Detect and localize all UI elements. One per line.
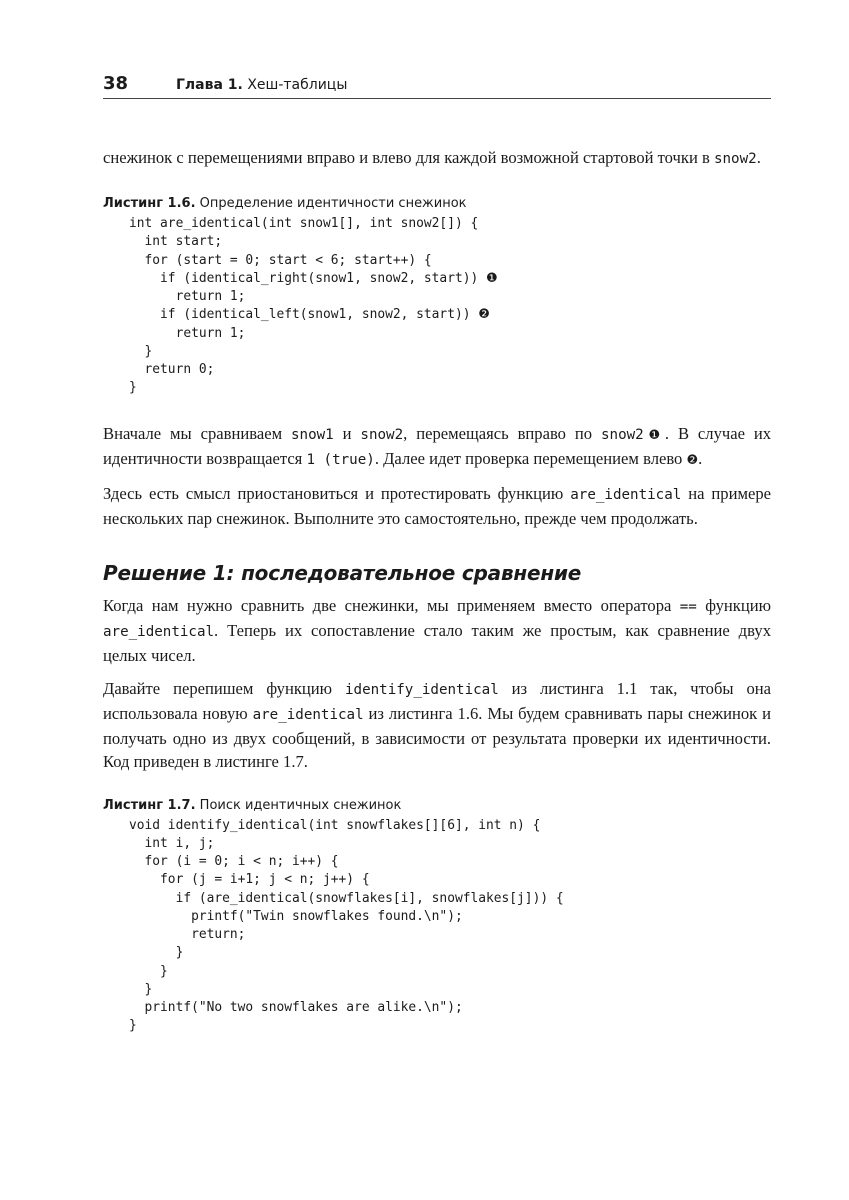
explanation-text-6: . bbox=[698, 448, 703, 468]
chapter-heading bbox=[176, 76, 347, 94]
listing-1-line: if (identical_right(snow1, snow2, start)) bbox=[129, 270, 479, 286]
test-text-2: на примере нескольких пар снежинок. Выполните это самостоятельно, прежде чем продолжать. bbox=[103, 483, 771, 528]
solution-2-text-1: Давайте перепишем функцию bbox=[103, 678, 345, 698]
listing-1-line: return 0; bbox=[129, 362, 215, 377]
solution-1-text-1: Когда нам нужно сравнить две снежинки, мы применяем вместо оператора bbox=[103, 595, 680, 615]
page-number: 38 bbox=[103, 73, 129, 94]
solution-2-text-2: из листинга 1.1 так, чтобы она использовала новую bbox=[103, 678, 771, 723]
listing-1-line: } bbox=[129, 343, 153, 359]
explanation-text-3: , перемещаясь вправо по bbox=[403, 423, 601, 443]
listing-2-line: printf("No two snowflakes are alike.\n"); bbox=[129, 1000, 463, 1015]
listing-1-line: int start; bbox=[129, 234, 223, 250]
listing-2-line: if (are_identical(snowflakes[i], snowflakes[j])) { bbox=[129, 890, 564, 906]
listing-2-line: } bbox=[129, 981, 153, 997]
callout-marker-2: ❷ bbox=[478, 307, 490, 323]
listing-2-line: return; bbox=[129, 927, 246, 942]
test-text-1: Здесь есть смысл приостановиться и протестировать функцию bbox=[103, 483, 571, 503]
explanation-text-4: . В случае их идентичности возвращается bbox=[103, 423, 772, 468]
listing-1-label: Листинг 1.6. bbox=[103, 196, 196, 211]
explanation-text-2: и bbox=[333, 423, 361, 443]
code-identify-identical: identify_identical bbox=[344, 681, 499, 698]
intro-text-1: снежинок с перемещениями вправо и влево для каждой возможной стартовой точки в bbox=[103, 148, 714, 167]
listing-1-line: for (start = 0; start < 6; start++) { bbox=[129, 252, 432, 268]
page-content bbox=[103, 146, 771, 1036]
solution-1-text-3: . Теперь их сопоставление стало таким же простым, как сравнение двух целых чисел. bbox=[103, 620, 771, 665]
listing-2-line: } bbox=[129, 963, 168, 979]
code-new-are-identical: are_identical bbox=[252, 706, 364, 723]
listing-2-line: int i, j; bbox=[129, 835, 215, 851]
listing-1-caption bbox=[103, 195, 771, 213]
explanation-text-5: . Далее идет проверка перемещением влево bbox=[374, 448, 687, 468]
code-equality-operator: == bbox=[679, 598, 697, 615]
listing-explanation-paragraph bbox=[103, 422, 771, 472]
chapter-title: Хеш-таблицы bbox=[247, 77, 348, 93]
code-snow1: snow1 bbox=[291, 426, 334, 443]
listing-1-line: } bbox=[129, 380, 137, 396]
page-header bbox=[103, 74, 771, 98]
listing-2-line: } bbox=[129, 945, 184, 961]
listing-2-line: printf("Twin snowflakes found.\n"); bbox=[129, 908, 463, 924]
listing-1-line: return 1; bbox=[129, 325, 246, 341]
solution-1-text-2: функцию bbox=[696, 595, 771, 615]
solution-paragraph-2 bbox=[103, 677, 771, 773]
solution-paragraph-1 bbox=[103, 594, 771, 667]
listing-2-line: for (i = 0; i < n; i++) { bbox=[129, 854, 339, 869]
callout-marker-1: ❶ bbox=[486, 270, 498, 286]
section-heading: Решение 1: последовательное сравнение bbox=[103, 560, 582, 585]
listing-1-line: return 1; bbox=[129, 289, 246, 304]
header-rule bbox=[103, 98, 771, 99]
listing-1-code bbox=[103, 215, 771, 398]
code-snow2: snow2 bbox=[360, 426, 404, 443]
inline-callout-2: ❷ bbox=[686, 452, 699, 468]
listing-1-line: int are_identical(int snow1[], int snow2[]) { bbox=[129, 216, 479, 231]
listing-1-line: if (identical_left(snow1, snow2, start)) bbox=[129, 307, 471, 323]
inline-callout-1: ❶ bbox=[643, 427, 665, 443]
chapter-label: Глава 1. bbox=[176, 77, 243, 93]
listing-2-caption bbox=[103, 797, 771, 815]
listing-2-title: Поиск идентичных снежинок bbox=[199, 797, 402, 813]
intro-text-2: . bbox=[756, 148, 761, 167]
code-are-identical-function: are_identical bbox=[103, 623, 215, 640]
explanation-text-1: Вначале мы сравниваем bbox=[103, 423, 291, 443]
listing-2-code bbox=[103, 817, 771, 1036]
intro-code-snow2: snow2 bbox=[713, 151, 757, 167]
book-page bbox=[103, 0, 771, 1200]
listing-2-line: for (j = i+1; j < n; j++) { bbox=[129, 872, 370, 888]
code-return-true: 1 (true) bbox=[306, 451, 375, 468]
solution-2-text-3: из листинга 1.6. Мы будем сравнивать пары снежинок и получать одно из двух сообщений, в зависимости от результата проверки их идентичности. Код приведен в листинге 1.7. bbox=[103, 703, 772, 771]
code-are-identical: are_identical bbox=[570, 486, 682, 503]
listing-2-line: } bbox=[129, 1018, 137, 1034]
listing-2-label: Листинг 1.7. bbox=[103, 797, 196, 813]
test-paragraph bbox=[103, 482, 771, 530]
code-snow2-second: snow2 bbox=[600, 426, 644, 443]
intro-paragraph bbox=[103, 146, 771, 171]
listing-2-line: void identify_identical(int snowflakes[][6], int n) { bbox=[129, 817, 541, 833]
listing-1-title: Определение идентичности снежинок bbox=[199, 196, 467, 211]
